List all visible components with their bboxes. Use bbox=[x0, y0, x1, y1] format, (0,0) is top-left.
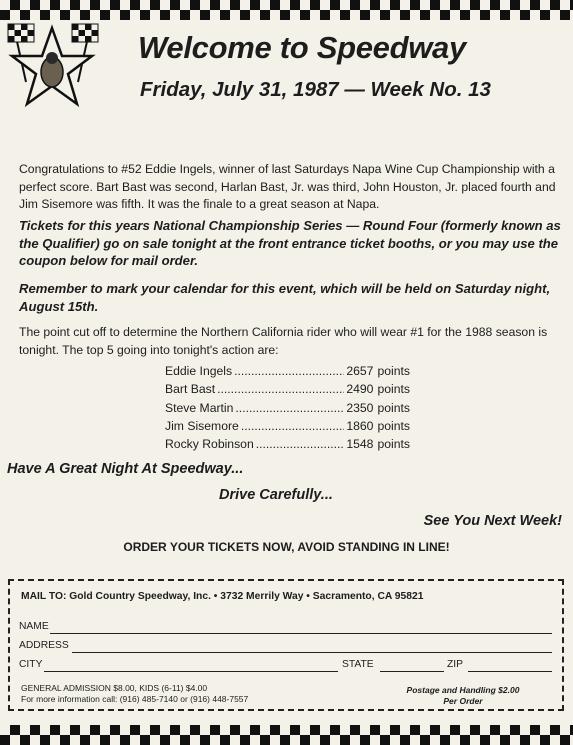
checkered-border-bottom bbox=[0, 725, 573, 745]
checkered-flag-left-icon bbox=[8, 24, 34, 82]
rider-points: 2350 bbox=[346, 400, 374, 415]
points-intro-paragraph: The point cut off to determine the Northern California rider who will wear #1 for the 1988 season is tonight. The top 5 going into tonight's action are: bbox=[19, 325, 548, 357]
standings-row bbox=[165, 382, 410, 400]
calendar-reminder-paragraph: Remember to mark your calendar for this event, which will be held on Saturday night, August 15th. bbox=[19, 281, 551, 314]
name-label: NAME bbox=[19, 621, 49, 632]
rider-name: Jim Sisemore bbox=[165, 418, 239, 433]
speedway-logo-icon bbox=[4, 20, 104, 110]
rider-name: Rocky Robinson bbox=[165, 437, 254, 452]
rider-name: Bart Bast bbox=[165, 382, 216, 397]
zip-field[interactable] bbox=[468, 671, 552, 672]
city-label: CITY bbox=[19, 659, 43, 670]
points-standings-list bbox=[165, 364, 410, 455]
tickets-paragraph: Tickets for this years National Championship Series — Round Four (formerly known as the Qualifier) go on sale tonight at the front entrance ticket booths, or you may use the coupon below for mail order. bbox=[19, 218, 561, 269]
standings-row bbox=[165, 419, 410, 437]
address-label: ADDRESS bbox=[19, 640, 69, 651]
rider-points: 1548 bbox=[346, 437, 374, 452]
see-you-next-week-line: See You Next Week! bbox=[423, 513, 562, 529]
points-unit: points bbox=[377, 364, 410, 378]
checkered-border-top bbox=[0, 0, 573, 20]
rider-name: Steve Martin bbox=[165, 400, 234, 415]
postage-note bbox=[403, 685, 523, 706]
postage-text: Postage and Handling $2.00 bbox=[406, 685, 520, 695]
rider-points: 2657 bbox=[346, 364, 374, 378]
points-unit: points bbox=[377, 400, 410, 415]
admission-prices bbox=[21, 683, 248, 704]
great-night-line: Have A Great Night At Speedway... bbox=[7, 461, 244, 477]
rider-name: Eddie Ingels bbox=[165, 364, 233, 378]
rider-points: 2490 bbox=[346, 382, 374, 397]
per-order-text: Per Order bbox=[443, 695, 483, 706]
mail-order-coupon bbox=[8, 579, 564, 711]
standings-row bbox=[165, 364, 410, 382]
admission-text: GENERAL ADMISSION $8.00, KIDS (6-11) $4.00 bbox=[21, 683, 208, 693]
points-unit: points bbox=[377, 382, 410, 397]
drive-carefully-line: Drive Carefully... bbox=[219, 487, 333, 503]
standings-row bbox=[165, 437, 410, 455]
name-field[interactable] bbox=[50, 633, 552, 634]
mailing-address: MAIL TO: Gold Country Speedway, Inc. • 3732 Merrily Way • Sacramento, CA 95821 bbox=[21, 591, 424, 602]
event-date-subtitle: Friday, July 31, 1987 — Week No. 13 bbox=[140, 78, 491, 101]
page-title: Welcome to Speedway bbox=[138, 30, 466, 65]
points-unit: points bbox=[377, 418, 410, 433]
order-tickets-headline: ORDER YOUR TICKETS NOW, AVOID STANDING IN LINE! bbox=[123, 540, 450, 554]
info-phone-text: For more information call: (916) 485-7140 or (916) 448-7557 bbox=[21, 693, 249, 704]
points-unit: points bbox=[377, 437, 410, 452]
standings-row bbox=[165, 401, 410, 419]
city-field[interactable] bbox=[44, 671, 338, 672]
checkered-flag-right-icon bbox=[72, 24, 98, 82]
congratulations-paragraph: Congratulations to #52 Eddie Ingels, winner of last Saturdays Napa Wine Cup Championship with a perfect score. Bart Bast was second, Harlan Bast, Jr. was third, John Houston, Jr. placed fourth and Jim Sisemore was fifth. It was the finale to a great season at Napa. bbox=[19, 162, 556, 211]
state-label: STATE bbox=[342, 659, 374, 670]
zip-label: ZIP bbox=[447, 659, 464, 670]
rider-points: 1860 bbox=[346, 418, 374, 433]
state-field[interactable] bbox=[380, 671, 444, 672]
address-field[interactable] bbox=[72, 652, 552, 653]
